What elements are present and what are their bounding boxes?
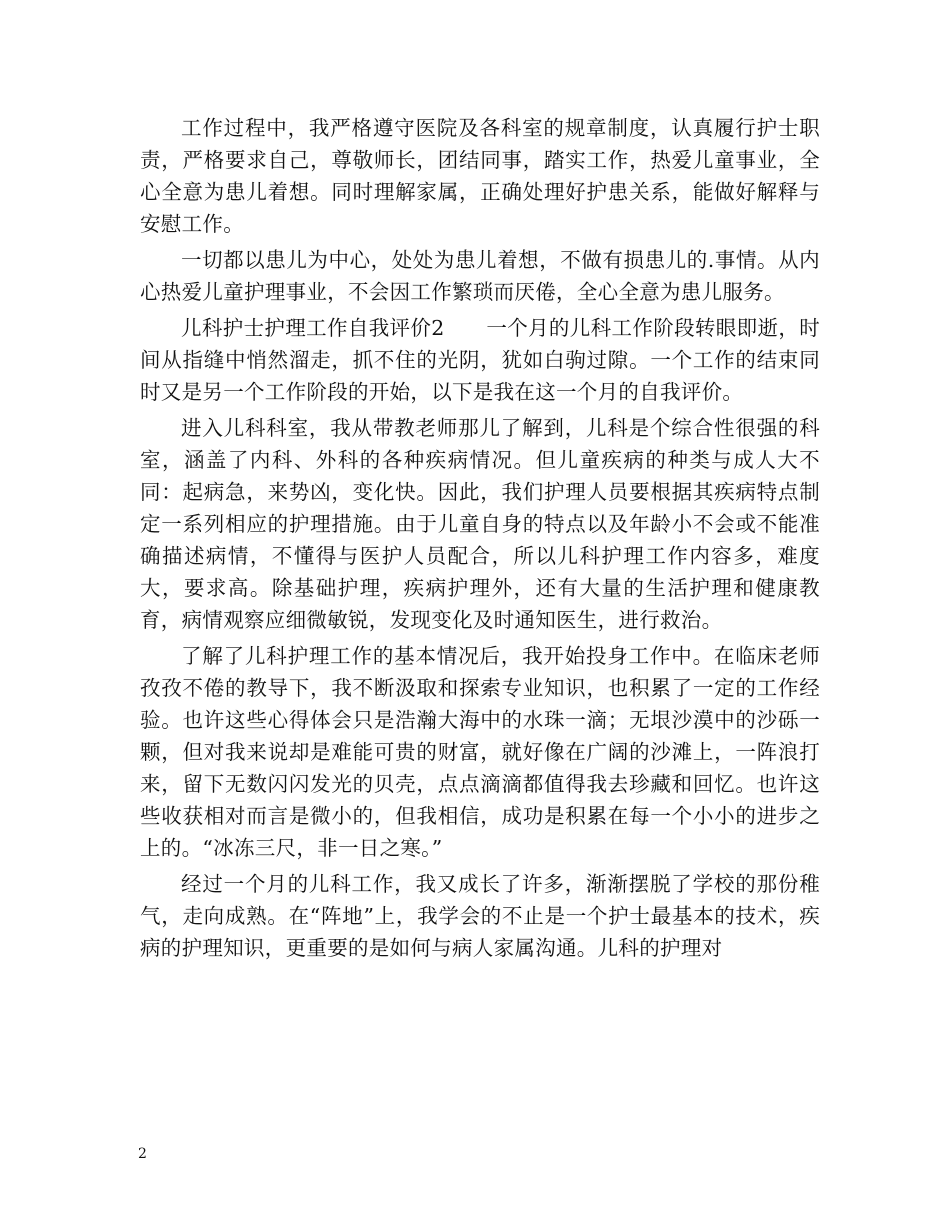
document-body	[140, 112, 820, 968]
paragraph: 进入儿科科室，我从带教老师那儿了解到，儿科是个综合性很强的科室，涵盖了内科、外科的各种疾病情况。但儿童疾病的种类与成人大不同：起病急，来势凶，变化快。因此，我们护理人员要根据其疾病特点制定一系列相应的护理措施。由于儿童自身的特点以及年龄小不会或不能准确描述病情，不懂得与医护人员配合，所以儿科护理工作内容多，难度大，要求高。除基础护理，疾病护理外，还有大量的生活护理和健康教育，病情观察应细微敏锐，发现变化及时通知医生，进行救治。	[140, 416, 820, 632]
paragraph: 了解了儿科护理工作的基本情况后，我开始投身工作中。在临床老师孜孜不倦的教导下，我不断汲取和探索专业知识，也积累了一定的工作经验。也许这些心得体会只是浩瀚大海中的水珠一滴；无垠沙漠中的沙砾一颗，但对我来说却是难能可贵的财富，就好像在广阔的沙滩上，一阵浪打来，留下无数闪闪发光的贝壳，点点滴滴都值得我去珍藏和回忆。也许这些收获相对而言是微小的，但我相信，成功是积累在每一个小小的进步之上的。“冰冻三尺，非一日之寒。”	[140, 644, 820, 860]
paragraph: 一切都以患儿为中心，处处为患儿着想，不做有损患儿的.事情。从内心热爱儿童护理事业，不会因工作繁琐而厌倦，全心全意为患儿服务。	[140, 248, 820, 304]
paragraph: 儿科护士护理工作自我评价2 一个月的儿科工作阶段转眼即逝，时间从指缝中悄然溜走，抓不住的光阴，犹如白驹过隙。一个工作的结束同时又是另一个工作阶段的开始，以下是我在这一个月的自我评价。	[140, 316, 820, 404]
page-number: 2	[138, 1146, 147, 1162]
paragraph: 经过一个月的儿科工作，我又成长了许多，渐渐摆脱了学校的那份稚气，走向成熟。在“阵地”上，我学会的不止是一个护士最基本的技术，疾病的护理知识，更重要的是如何与病人家属沟通。儿科的护理对	[140, 872, 820, 960]
paragraph: 工作过程中，我严格遵守医院及各科室的规章制度，认真履行护士职责，严格要求自己，尊敬师长，团结同事，踏实工作，热爱儿童事业，全心全意为患儿着想。同时理解家属，正确处理好护患关系，能做好解释与安慰工作。	[140, 116, 820, 236]
